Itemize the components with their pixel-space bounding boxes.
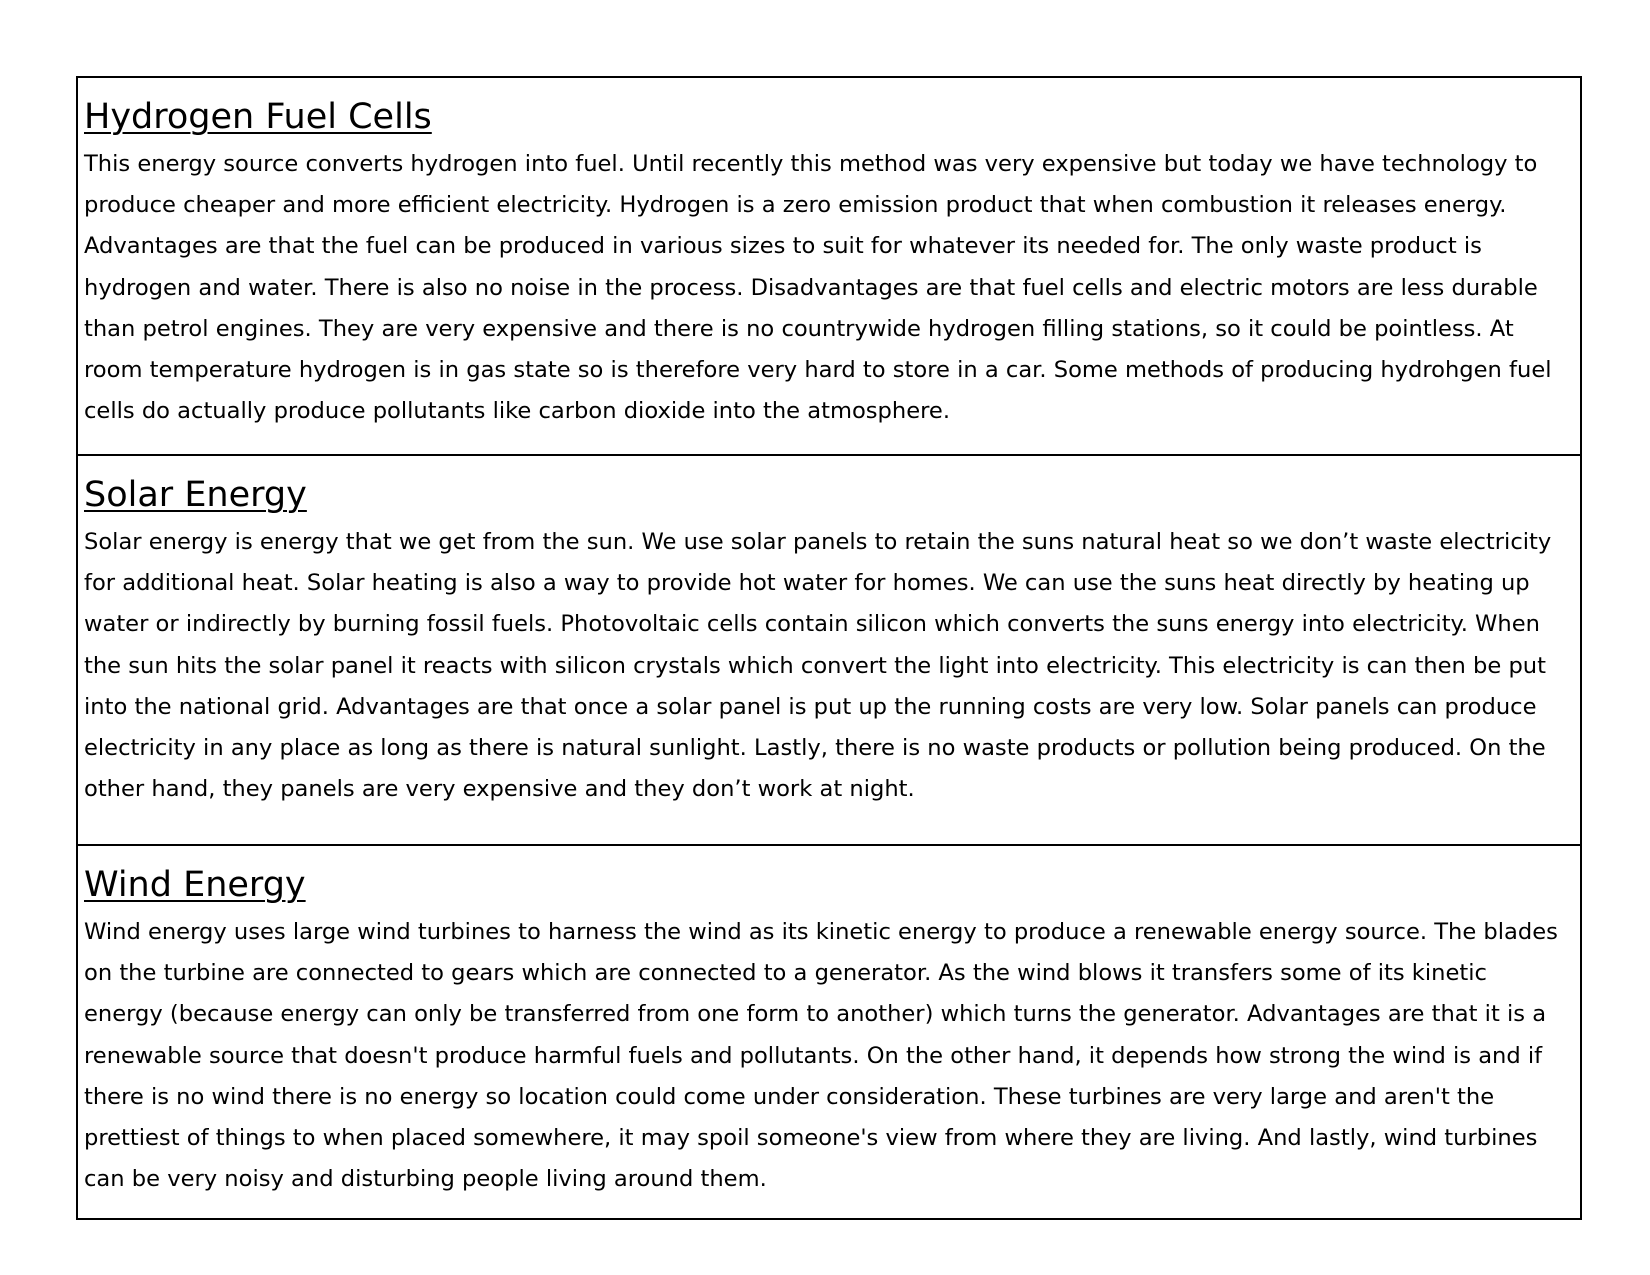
section-heading: Hydrogen Fuel Cells [84,97,432,137]
section-body: Wind energy uses large wind turbines to harness the wind as its kinetic energy to produce a renewable energy source. The blades on the turbine are connected to gears which are connected to a generator. As the wind blows it transfers some of its kinetic energy (because energy can only be transferred from one form to another) which turns the generator. Advantages are that it is a renewable source that doesn't produce harmful fuels and pollutants. On the other hand, it depends how strong the wind is and if there is no wind there is no energy so location could come under consideration. These turbines are very large and aren't the prettiest of things to when placed somewhere, it may spoil someone's view from where they are living. And lastly, wind turbines can be very noisy and disturbing people living around them. [84,919,1558,1193]
section-wind-energy [78,844,1580,1218]
section-body: This energy source converts hydrogen into fuel. Until recently this method was very expensive but today we have technology to produce cheaper and more efficient electricity. Hydrogen is a zero emission product that when combustion it releases energy. Advantages are that the fuel can be produced in various sizes to suit for whatever its needed for. The only waste product is hydrogen and water. There is also no noise in the process. Disadvantages are that fuel cells and electric motors are less durable than petrol engines. They are very expensive and there is no countrywide hydrogen filling stations, so it could be pointless. At room temperature hydrogen is in gas state so is therefore very hard to store in a car. Some methods of producing hydrohgen fuel cells do actually produce pollutants like carbon dioxide into the atmosphere. [84,151,1552,425]
section-solar-energy [78,454,1580,844]
section-hydrogen-fuel-cells [78,78,1580,454]
section-heading: Wind Energy [84,865,306,905]
section-heading: Solar Energy [84,475,307,515]
section-body: Solar energy is energy that we get from the sun. We use solar panels to retain the suns natural heat so we don’t waste electricity for additional heat. Solar heating is also a way to provide hot water for homes. We can use the suns heat directly by heating up water or indirectly by burning fossil fuels. Photovoltaic cells contain silicon which converts the suns energy into electricity. When the sun hits the solar panel it reacts with silicon crystals which convert the light into electricity. This electricity is can then be put into the national grid. Advantages are that once a solar panel is put up the running costs are very low. Solar panels can produce electricity in any place as long as there is natural sunlight. Lastly, there is no waste products or pollution being produced. On the other hand, they panels are very expensive and they don’t work at night. [84,529,1552,803]
energy-sources-table [76,76,1582,1220]
